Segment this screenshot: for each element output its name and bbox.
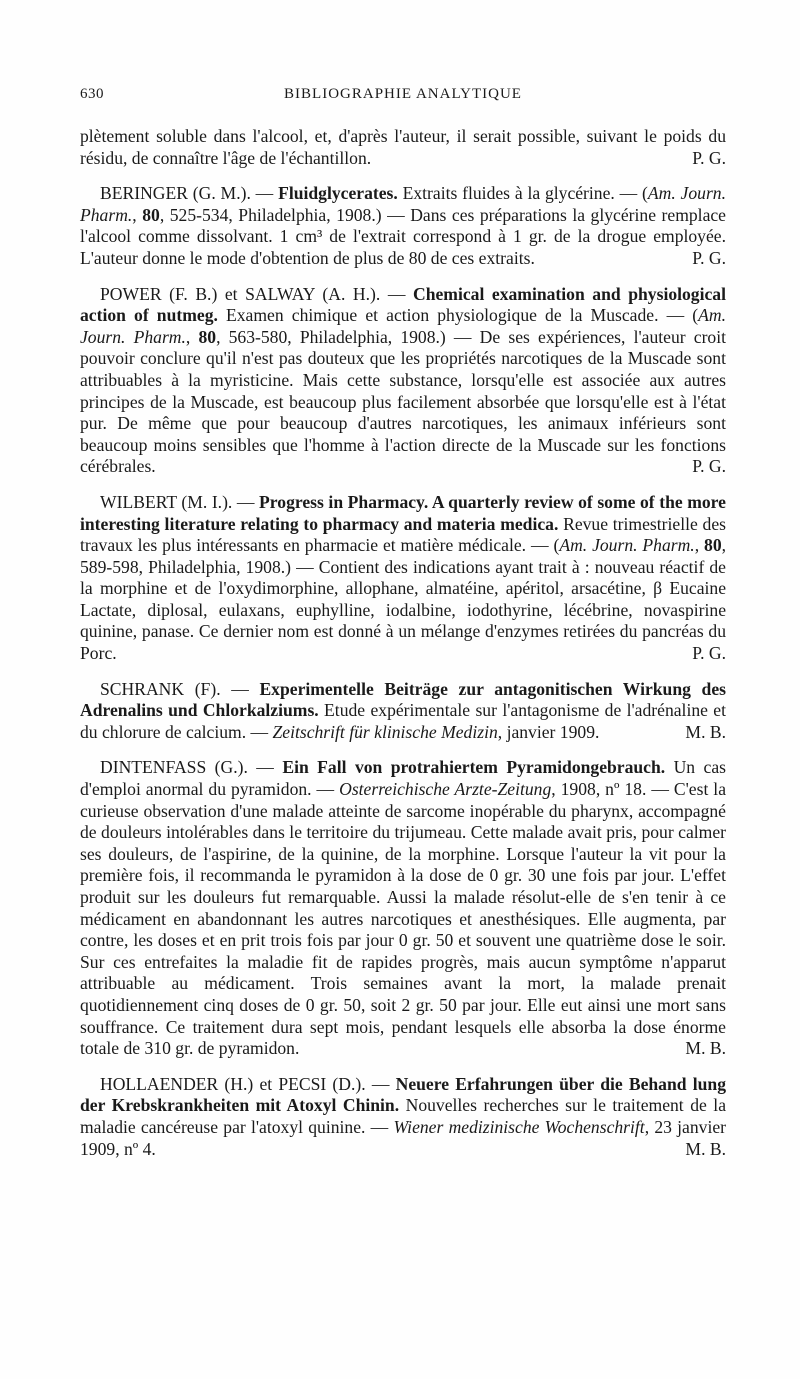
continuation-text: plètement soluble dans l'alcool, et, d'après l'auteur, il serait possible, suivant le poids du résidu, de connaître l'âge de l'échantillon.	[80, 126, 726, 168]
entry-text: Un cas d'emploi anormal du pyramidon. —	[80, 757, 727, 800]
entry-title: Neuere Erfahrungen über die Behand lung der Krebskrankheiten mit Atoxyl Chinin.	[80, 1073, 726, 1116]
entry-signature: M. B.	[685, 1138, 726, 1159]
continuation-paragraph	[80, 126, 726, 169]
entry-volume: 80	[198, 326, 217, 347]
entry-text: , 589-598, Philadelphia, 1908.) — Contient des indications ayant trait à : nouveau réactif de la morphine et de l'oxydimorphine, allophane, almatéine, apéritol, arsacétine, β Eucaine Lactate, diplosal, eulaxans, euphylline, iodalbine, iodothyrine, lécébrine, novaspirine quinine, panase. Ce dernier nom est donné à un mélange d'enzymes retirées du pancréas du Porc.	[80, 535, 727, 664]
entry-author: WILBERT (M. I.). —	[100, 491, 260, 512]
entry-text: Nouvelles recherches sur le traitement de la maladie cancéreuse par l'atoxyl quinine. —	[80, 1095, 727, 1137]
entry-title: Progress in Pharmacy. A quarterly review of some of the more interesting literature relating to pharmacy and materia medica.	[80, 491, 726, 534]
entry-author: SCHRANK (F). —	[100, 678, 260, 699]
entry-journal: Osterreichische Arzte-Zeitung	[339, 779, 552, 800]
entry-text: Revue trimestrielle des travaux les plus intéressants en pharmacie et matière médicale. — (	[80, 513, 726, 556]
running-header	[80, 86, 726, 106]
entry-schrank	[80, 679, 726, 744]
entry-signature: M. B.	[685, 1038, 726, 1059]
entry-signature: P. G.	[692, 456, 726, 477]
entry-author: POWER (F. B.) et SALWAY (A. H.). —	[100, 283, 413, 304]
entry-text: Etude expérimentale sur l'antagonisme de l'adrénaline et du chlorure de calcium. —	[80, 700, 726, 742]
entry-text: Examen chimique et action physiologique de la Muscade. — (	[217, 305, 699, 326]
entry-signature: P. G.	[692, 147, 726, 168]
entry-journal: Am. Journ. Pharm.	[80, 183, 726, 225]
entry-title: Chemical examination and physiological action of nutmeg.	[80, 283, 726, 326]
bibliography-body	[80, 126, 726, 1160]
entry-text: , 563-580, Philadelphia, 1908.) — De ses expériences, l'auteur croit pouvoir conclure qu'il n'est pas douteux que les propriétés narcotiques de la Muscade sont attribuables à la myristicine. Mais cette substance, lorsqu'elle est associée aux autres principes de la Muscade, est beaucoup plus facilement absorbée que lorsqu'elle est à l'état pur. De même que pour beaucoup d'autres narcotiques, les animaux inférieurs sont beaucoup moins sensibles que l'homme à l'action directe de la Muscade sur les fonctions cérébrales.	[80, 326, 727, 477]
running-title: BIBLIOGRAPHIE ANALYTIQUE	[284, 86, 522, 102]
entry-volume: 80	[142, 204, 160, 225]
entry-text: , janvier 1909.	[497, 721, 600, 742]
entry-title: Experimentelle Beiträge zur antagonitischen Wirkung des Adrenalins und Chlorkalziums.	[80, 678, 726, 721]
entry-journal: Am. Journ. Pharm.	[80, 305, 726, 347]
entry-author: BERINGER (G. M.). —	[100, 183, 279, 204]
entry-signature: P. G.	[692, 643, 726, 664]
entry-journal: Wiener medizinische Wochenschrift	[393, 1116, 645, 1137]
entry-signature: M. B.	[685, 721, 726, 742]
page-number: 630	[80, 86, 104, 102]
entry-hollaender-pecsi	[80, 1074, 726, 1160]
entry-signature: P. G.	[692, 247, 726, 268]
entry-journal: Am. Journ. Pharm.	[559, 535, 695, 556]
entry-wilbert: WILBERT (M. I.). — Progress in Pharmacy. A quarterly review of some of the more interesting literature relating to pharmacy and materia medica. Revue trimestrielle des travaux les plus intéressants en pharmacie et matière médicale. — (Am. Journ. Pharm., 80, 589-598, Philadelphia, 1908.) — Contient des indications ayant trait à : nouveau réactif de la morphine et de l'oxydimorphine, allophane, almatéine, apéritol, arsacétine, β Eucaine Lactate, diplosal, eulaxans, euphylline, iodalbine, iodothyrine, lécébrine, novaspirine quinine, panase. Ce dernier nom est donné à un mélange d'enzymes retirées du pancréas du Porc. P. G.	[80, 491, 727, 664]
entry-author: HOLLAENDER (H.) et PECSI (D.). —	[100, 1073, 396, 1094]
entry-dintenfass	[80, 757, 726, 1059]
entry-journal: Zeitschrift für klinische Medizin	[272, 721, 498, 742]
entry-power-salway: POWER (F. B.) et SALWAY (A. H.). — Chemical examination and physiological action of nutmeg. Examen chimique et action physiologique de la Muscade. — (Am. Journ. Pharm., 80, 563-580, Philadelphia, 1908.) — De ses expériences, l'auteur croit pouvoir conclure qu'il n'est pas douteux que les propriétés narcotiques de la Muscade sont attribuables à la myristicine. Mais cette substance, lorsqu'elle est associée aux autres principes de la Muscade, est beaucoup plus facilement absorbée que lorsqu'elle est à l'état pur. De même que pour beaucoup d'autres narcotiques, les animaux inférieurs sont beaucoup moins sensibles que l'homme à l'action directe de la Muscade sur les fonctions cérébrales. P. G.	[80, 283, 727, 477]
entry-author: DINTENFASS (G.). —	[100, 757, 283, 778]
entry-title: Ein Fall von protrahiertem Pyramidongebrauch.	[282, 757, 666, 778]
entry-text: Extraits fluides à la glycérine. — (	[397, 183, 648, 204]
entry-volume: 80	[704, 535, 722, 556]
entry-text: , 23 janvier 1909, nº 4.	[80, 1116, 727, 1159]
entry-beringer: BERINGER (G. M.). — Fluidglycerates. Extraits fluides à la glycérine. — (Am. Journ. Pharm., 80, 525-534, Philadelphia, 1908.) — Dans ces préparations la glycérine remplace l'alcool comme dissolvant. 1 cm³ de l'extrait correspond à 1 gr. de la drogue employée. L'auteur donne le mode d'obtention de plus de 80 de ces extraits. P. G.	[80, 183, 726, 268]
entry-text: , 1908, nº 18. — C'est la curieuse observation d'une malade atteinte de sarcome inopérable du pharynx, accompagné de douleurs intolérables dans le territoire du trijumeau. Cette malade avait pris, pour calmer ses douleurs, de l'aspirine, de la quinine, de la morphine. Lorsque l'auteur la vit pour la première fois, il recommanda le pyramidon à la dose de 0 gr. 30 une fois par jour. L'effet produit sur les douleurs fut remarquable. Aussi la malade résolut-elle de s'en tenir à ce médicament en abandonnant les autres narcotiques et anesthésiques. Elle augmenta, par contre, les doses et en prit trois fois par jour 0 gr. 50 et souvent une quatrième dose le soir. Sur ces entrefaites la maladie fit de rapides progrès, mais aucun symptôme n'apparut attribuable au médicament. Trois semaines avant la mort, la malade prenait quotidiennement cinq doses de 0 gr. 50, soit 2 gr. 50 par jour. Elle eut ainsi une mort sans souffrance. Ce traitement dura sept mois, pendant lesquels elle absorba la dose énorme totale de 310 gr. de pyramidon.	[80, 779, 727, 1059]
entry-text: , 525-534, Philadelphia, 1908.) — Dans ces préparations la glycérine remplace l'alcool comme dissolvant. 1 cm³ de l'extrait correspond à 1 gr. de la drogue employée. L'auteur donne le mode d'obtention de plus de 80 de ces extraits.	[80, 204, 726, 268]
entry-title: Fluidglycerates.	[278, 183, 398, 204]
